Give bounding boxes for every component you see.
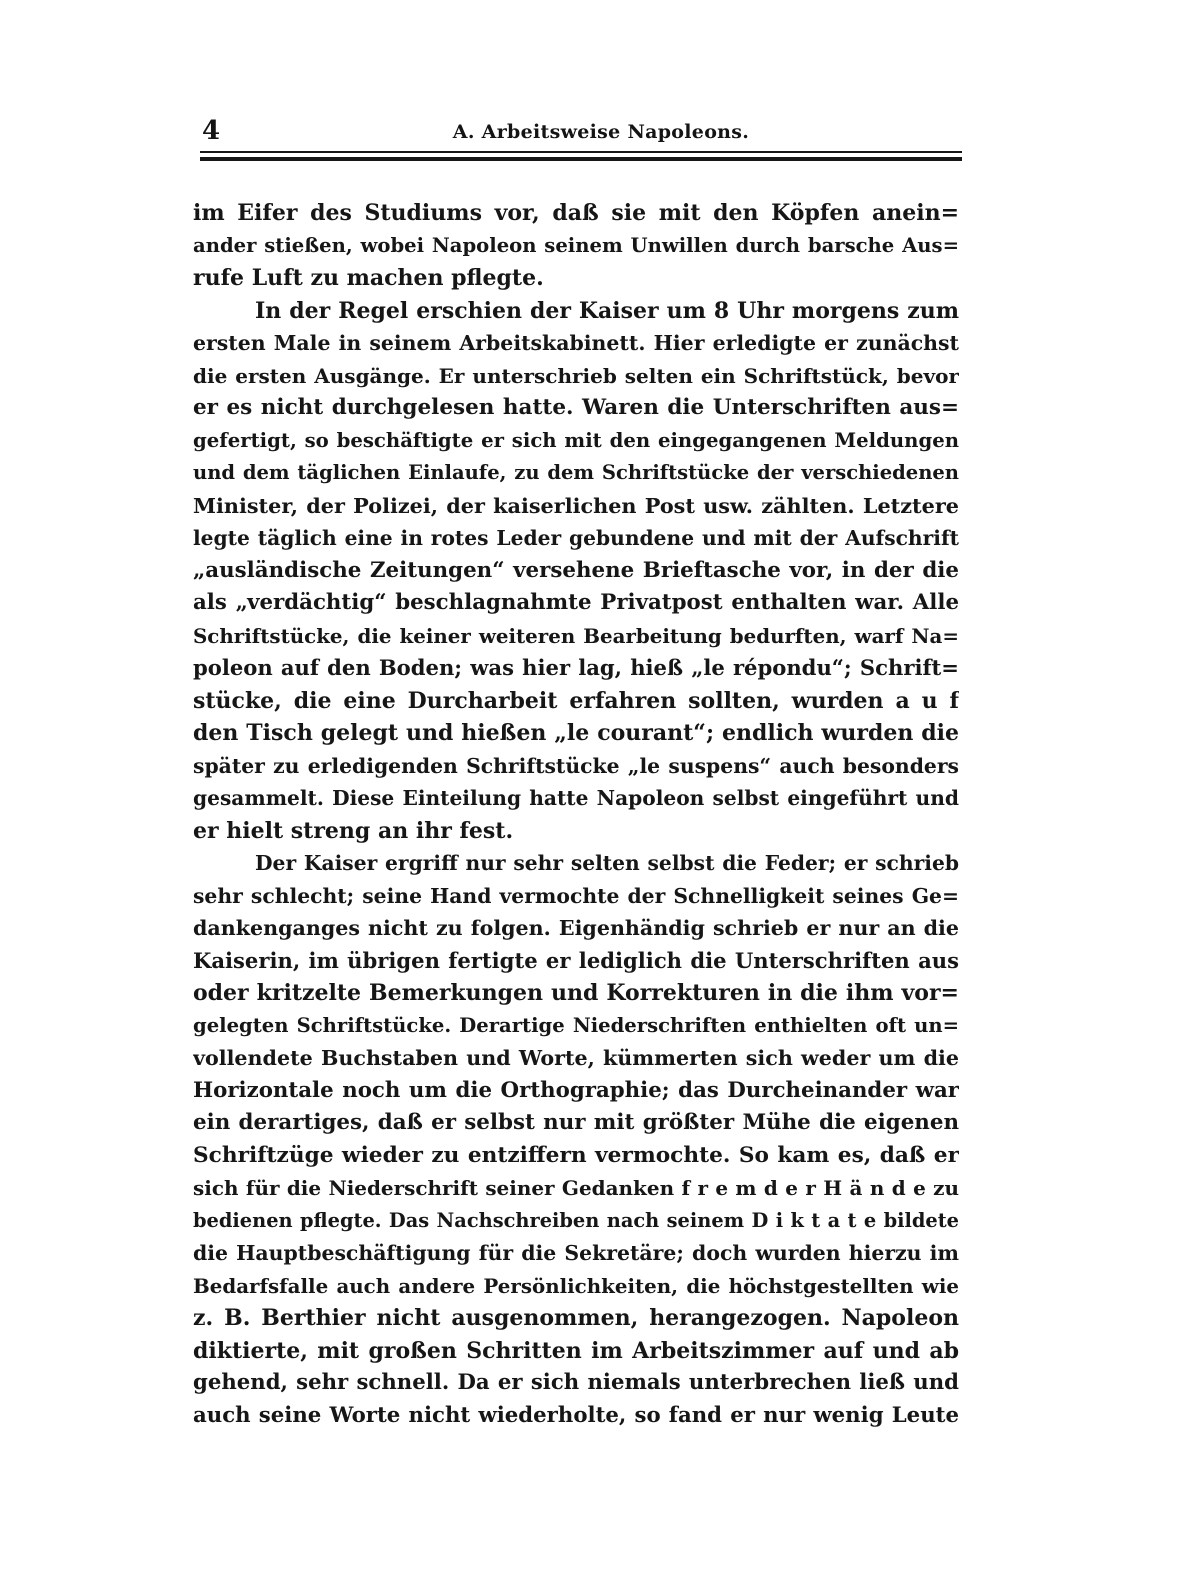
text-line: Kaiserin, im übrigen fertigte er lediglich die Unterschriften aus — [193, 947, 959, 973]
text-line: er es nicht durchgelesen hatte. Waren die Unterschriften aus= — [193, 395, 959, 420]
text-line: im Eifer des Studiums vor, daß sie mit den Köpfen anein= — [193, 200, 959, 226]
text-line: später zu erledigenden Schriftstücke „le suspens“ auch besonders — [193, 753, 959, 778]
text-line: Schriftzüge wieder zu entziffern vermochte. So kam es, daß er — [193, 1142, 959, 1168]
text-line: stücke, die eine Durcharbeit erfahren sollten, wurden a u f — [193, 687, 959, 714]
text-line: er hielt streng an ihr fest. — [193, 817, 514, 844]
text-line: sehr schlecht; seine Hand vermochte der Schnelligkeit seines Ge= — [193, 883, 959, 908]
text-line: gesammelt. Diese Einteilung hatte Napoleon selbst eingeführt und — [193, 786, 959, 810]
text-line: die ersten Ausgänge. Er unterschrieb selten ein Schriftstück, bevor — [193, 363, 959, 388]
page-header — [200, 116, 962, 146]
text-line: als „verdächtig“ beschlagnahmte Privatpost enthalten war. Alle — [193, 590, 959, 615]
text-line: Horizontale noch um die Orthographie; das Durcheinander war — [193, 1077, 959, 1103]
text-line: Minister, der Polizei, der kaiserlichen Post usw. zählten. Letztere — [193, 492, 959, 518]
text-line: sich für die Niederschrift seiner Gedanken f r e m d e r H ä n d e zu — [193, 1176, 959, 1200]
text-line: rufe Luft zu machen pflegte. — [193, 265, 544, 291]
text-line: poleon auf den Boden; was hier lag, hieß „le répondu“; Schrift= — [193, 655, 959, 680]
text-line: ein derartiges, daß er selbst nur mit größter Mühe die eigenen — [193, 1110, 959, 1135]
text-line: ersten Male in seinem Arbeitskabinett. Hier erledigte er zunächst — [193, 331, 959, 355]
text-line: z. B. Berthier nicht ausgenommen, herangezogen. Napoleon — [193, 1305, 959, 1331]
page-number: 4 — [202, 116, 221, 146]
text-line: In der Regel erschien der Kaiser um 8 Uhr morgens zum — [255, 297, 959, 324]
text-line: gelegten Schriftstücke. Derartige Niederschriften enthielten oft un= — [193, 1013, 959, 1037]
text-line: bedienen pflegte. Das Nachschreiben nach seinem D i k t a t e bildete — [193, 1208, 959, 1232]
text-line: gehend, sehr schnell. Da er sich niemals unterbrechen ließ und — [193, 1370, 959, 1395]
text-line: gefertigt, so beschäftigte er sich mit den eingegangenen Meldungen — [193, 428, 959, 452]
header-rule-thick — [200, 157, 962, 161]
text-line: auch seine Worte nicht wiederholte, so fand er nur wenig Leute — [193, 1402, 959, 1428]
text-line: die Hauptbeschäftigung für die Sekretäre; doch wurden hierzu im — [193, 1241, 959, 1265]
text-line: Schriftstücke, die keiner weiteren Bearbeitung bedurften, warf Na= — [193, 623, 959, 648]
text-line: Bedarfsfalle auch andere Persönlichkeiten, die höchstgestellten wie — [193, 1273, 959, 1298]
text-line: Der Kaiser ergriff nur sehr selten selbst die Feder; er schrieb — [255, 851, 959, 875]
text-line: legte täglich eine in rotes Leder gebundene und mit der Aufschrift — [193, 526, 959, 550]
text-line: oder kritzelte Bemerkungen und Korrekturen in die ihm vor= — [193, 980, 959, 1006]
text-line: „ausländische Zeitungen“ versehene Brieftasche vor, in der die — [193, 557, 959, 583]
running-title: A. Arbeitsweise Napoleons. — [452, 121, 750, 143]
text-line: dankenganges nicht zu folgen. Eigenhändig schrieb er nur an die — [193, 916, 959, 940]
text-line: ander stießen, wobei Napoleon seinem Unwillen durch barsche Aus= — [193, 233, 959, 257]
text-line: diktierte, mit großen Schritten im Arbeitszimmer auf und ab — [193, 1337, 959, 1364]
text-line: vollendete Buchstaben und Worte, kümmerten sich weder um die — [193, 1046, 959, 1070]
text-line: und dem täglichen Einlaufe, zu dem Schriftstücke der verschiedenen — [193, 461, 959, 484]
header-rule-thin — [200, 151, 962, 153]
body-text — [193, 197, 959, 1432]
text-line: den Tisch gelegt und hießen „le courant“; endlich wurden die — [193, 720, 959, 746]
